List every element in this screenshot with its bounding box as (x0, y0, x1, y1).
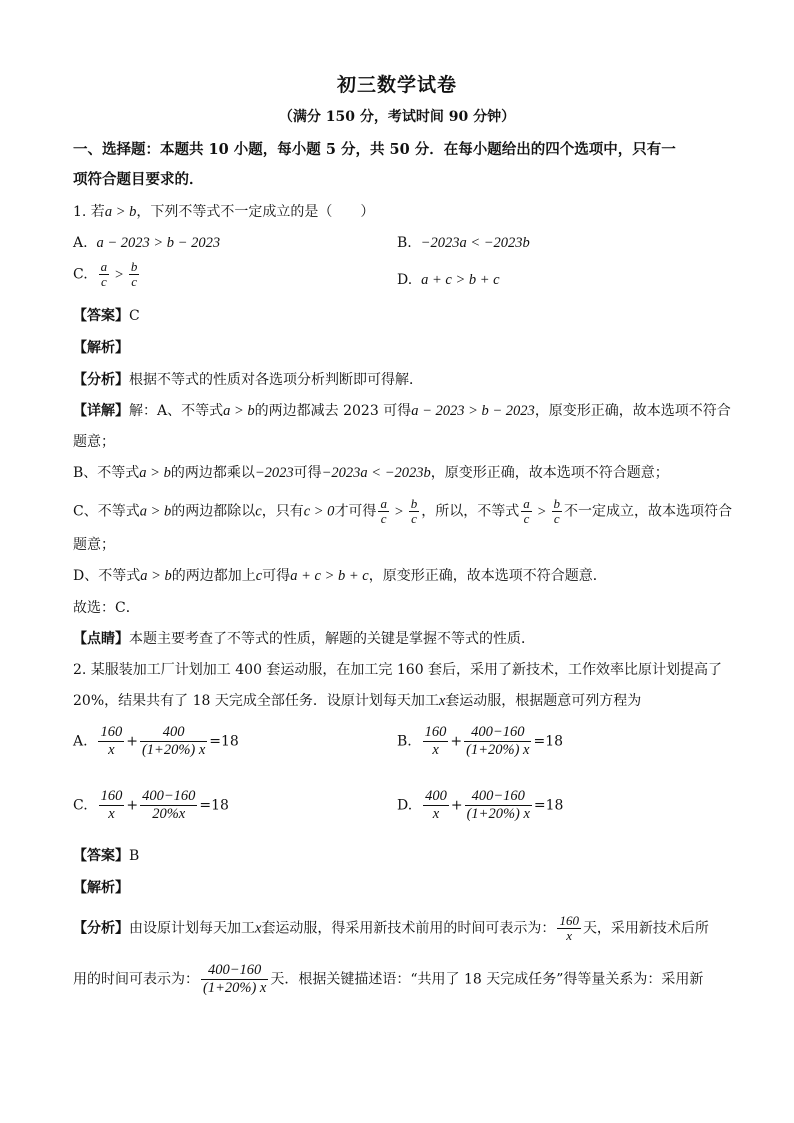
q1-option-b (397, 233, 530, 253)
q1-stem (73, 202, 374, 222)
q1-stem-suffix: ，下列不等式不一定成立的是（ ） (136, 204, 375, 220)
q1-option-a-math: a − 2023 > b − 2023 (96, 235, 221, 251)
q1-option-c-frac2: $\frac{b}{c}$ (130, 259, 138, 289)
q1-option-c: C. $\frac{a}{c}$ > $\frac{b}{c}$ (73, 259, 138, 289)
q2-option-c-frac1: $\frac{160}{x}$ (100, 788, 123, 822)
q1-xj-c-frac1: $\frac{a}{c}$ (380, 496, 387, 526)
q1-xiangjie-a: 【详解】解：A、不等式a > b的两边都减去 2023 可得a − 2023 > b − 2023，原变形正确，故本选项不符合 (73, 403, 731, 419)
q1-option-b-math: −2023a < −2023b (420, 235, 530, 251)
q1-xj-c-frac3: $\frac{a}{c}$ (523, 496, 530, 526)
q1-xj-c-frac2: $\frac{b}{c}$ (410, 496, 418, 526)
q1-option-c-frac1: $\frac{a}{c}$ (100, 259, 108, 289)
q1-dianjing-tag: 【点睛】 (73, 631, 129, 647)
q2-option-d: D. $\frac{400}{x}$ + $\frac{400-160}{(1+20\%) x}$ =18 (397, 788, 564, 822)
q1-fenxi (73, 370, 423, 390)
q1-jiexi-tag: 【解析】 (73, 340, 129, 356)
q1-option-d-math: a + c > b + c (421, 272, 500, 288)
q2-answer-tag: 【答案】 (73, 848, 129, 864)
q1-xiangjie-c-cont: 题意； (73, 537, 115, 553)
q1-option-c-label: C. (73, 266, 88, 283)
q2-answer-value: B (129, 848, 140, 864)
q1-option-a (73, 233, 220, 253)
q2-option-b-frac2: $\frac{400-160}{(1+20\%) x}$ (466, 724, 530, 758)
q2-answer (73, 846, 139, 866)
page-title: 初三数学试卷 (336, 74, 457, 96)
q2-option-b-frac1: $\frac{160}{x}$ (424, 724, 447, 758)
q1-answer (73, 306, 140, 326)
q1-option-d-label: D. (397, 272, 413, 288)
q1-option-d (397, 270, 500, 290)
q2-fenxi-line2: 用的时间可表示为： $\frac{400-160}{(1+20\%) x}$ 天．根据关键描述语：“共用了 18 天完成任务”得等量关系为：采用新 (73, 962, 704, 996)
q2-fenxi-frac1: $\frac{160}{x}$ (559, 913, 579, 943)
q2-fenxi-line1: 【分析】由设原计划每天加工x套运动服，得采用新技术前用的时间可表示为： $\frac{160}{x}$ 天，采用新技术后所 (73, 913, 709, 943)
q1-option-b-label: B. (397, 235, 412, 251)
q2-option-c: C. $\frac{160}{x}$ + $\frac{400-160}{20\%x}$ =18 (73, 788, 229, 822)
q1-xiangjie-c: C、不等式a > b的两边都除以c，只有c > 0才可得 $\frac{a}{c}$ > $\frac{b}{c}$ ，所以，不等式 $\frac{a}{c}$ > $\frac{b}{c}$ 不一定成立，故本选项符合 (73, 496, 733, 526)
q1-option-a-label: A. (73, 235, 88, 251)
q1-answer-tag: 【答案】 (73, 308, 129, 324)
q2-option-c-frac2: $\frac{400-160}{20\%x}$ (142, 788, 196, 822)
page-subtitle: （满分 150 分，考试时间 90 分钟） (278, 109, 516, 125)
section-heading-line1: 一、选择题：本题共 10 小题，每小题 5 分，共 50 分．在每小题给出的四个选项中，只有一 (73, 141, 676, 158)
q1-fenxi-tag: 【分析】 (73, 372, 129, 388)
q1-xiangjie-b: B、不等式a > b的两边都乘以−2023可得−2023a < −2023b，原变形正确，故本选项不符合题意； (73, 465, 669, 481)
q2-stem-line1: 2. 某服装加工厂计划加工 400 套运动服，在加工完 160 套后，采用了新技术，工作效率比原计划提高了 (73, 662, 723, 678)
q1-stem-prefix: 1. 若 (73, 204, 105, 220)
q2-stem-line2: 20%，结果共有了 18 天完成全部任务．设原计划每天加工x套运动服，根据题意可列方程为 (73, 693, 642, 709)
q1-xiangjie-a-cont: 题意； (73, 434, 115, 450)
q1-xiangjie-tag: 【详解】 (73, 403, 129, 419)
q2-option-a-frac1: $\frac{160}{x}$ (100, 724, 123, 758)
q1-guxuan: 故选：C． (73, 600, 140, 616)
q2-fenxi-frac2: $\frac{400-160}{(1+20\%) x}$ (203, 962, 267, 996)
section-heading-line2: 项符合题目要求的． (73, 171, 204, 188)
q2-option-b: B. $\frac{160}{x}$ + $\frac{400-160}{(1+20\%) x}$ =18 (397, 724, 564, 758)
q2-option-d-frac1: $\frac{400}{x}$ (425, 788, 447, 822)
q1-dianjing: 【点睛】本题主要考查了不等式的性质，解题的关键是掌握不等式的性质． (73, 631, 535, 647)
q2-jiexi-tag: 【解析】 (73, 880, 129, 896)
q2-fenxi-tag: 【分析】 (73, 920, 129, 937)
q2-option-a: A. $\frac{160}{x}$ + $\frac{400}{(1+20\%) x}$ =18 (73, 724, 239, 758)
q1-fenxi-text: 根据不等式的性质对各选项分析判断即可得解． (129, 372, 423, 388)
q2-option-d-frac2: $\frac{400-160}{(1+20\%) x}$ (466, 788, 530, 822)
q2-option-a-frac2: $\frac{400}{(1+20\%) x}$ (141, 724, 206, 758)
q1-answer-value: C (129, 308, 140, 324)
q1-xiangjie-d: D、不等式a > b的两边都加上c可得a + c > b + c，原变形正确，故本选项不符合题意． (73, 568, 607, 584)
q1-xj-c-frac4: $\frac{b}{c}$ (553, 496, 561, 526)
q1-stem-math: a > b (104, 204, 137, 220)
